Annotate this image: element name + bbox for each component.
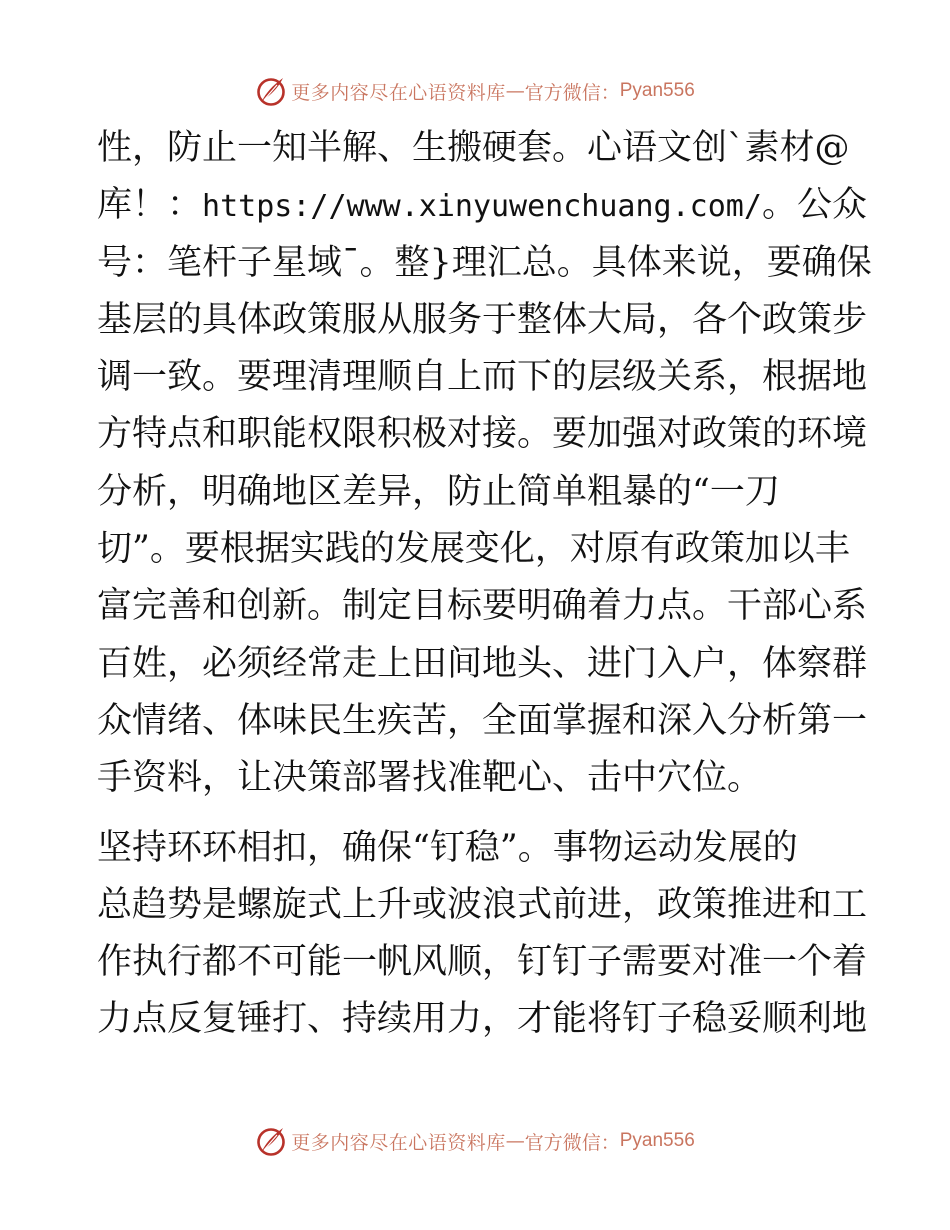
text-line: 性，防止一知半解、生搬硬套。心语文创`素材@ bbox=[97, 128, 850, 168]
text-line: 基层的具体政策服从服务于整体大局，各个政策步 bbox=[97, 299, 868, 340]
footer-banner bbox=[0, 1121, 950, 1161]
text-line: 作执行都不可能一帆风顺，钉钉子需要对准一个着 bbox=[97, 942, 868, 983]
text-line: 总趋势是螺旋式上升或波浪式前进，政策推进和工 bbox=[97, 884, 868, 925]
text-line: 百姓，必须经常走上田间地头、进门入户，体察群 bbox=[97, 643, 868, 684]
text-line: 号：笔杆子星域¯。整}理汇总。具体来说，要确保 bbox=[97, 242, 872, 283]
text-line: 切”。要根据实践的发展变化，对原有政策加以丰 bbox=[97, 529, 850, 570]
header-banner bbox=[0, 71, 950, 111]
wechat-label: 官方微信： bbox=[524, 1131, 620, 1154]
text-line: 手资料，让决策部署找准靶心、击中穴位。 bbox=[97, 758, 763, 799]
text-line: 分析，明确地区差异，防止简单粗暴的“一刀 bbox=[97, 471, 780, 512]
wechat-id: Pyan556 bbox=[619, 1130, 695, 1151]
banner-text: 更多内容尽在心语资料库 bbox=[291, 81, 506, 104]
text-line: 力点反复锤打、持续用力，才能将钉子稳妥顺利地 bbox=[97, 999, 868, 1040]
paragraph-gap bbox=[97, 808, 857, 820]
banner-separator: — bbox=[505, 1130, 525, 1152]
banner-text: 更多内容尽在心语资料库 bbox=[291, 1131, 506, 1154]
text-line: 调一致。要理清理顺自上而下的层级关系，根据地 bbox=[97, 357, 868, 398]
wechat-label: 官方微信： bbox=[524, 81, 620, 104]
text-span: 库！： bbox=[97, 185, 203, 226]
paragraph-2 bbox=[97, 820, 868, 1049]
wechat-id: Pyan556 bbox=[619, 80, 695, 101]
website-link[interactable]: https://www.xinyuwenchuang.com/ bbox=[202, 189, 762, 225]
banner-separator: — bbox=[505, 80, 525, 102]
paragraph-1 bbox=[97, 120, 872, 808]
quill-logo-icon bbox=[255, 75, 287, 107]
text-line: 富完善和创新。制定目标要明确着力点。干部心系 bbox=[97, 586, 868, 627]
quill-logo-icon bbox=[255, 1125, 287, 1157]
text-line: 众情绪、体味民生疾苦，全面掌握和深入分析第一 bbox=[97, 700, 868, 741]
text-span: 。公众 bbox=[761, 185, 867, 226]
text-line: 方特点和职能权限积极对接。要加强对政策的环境 bbox=[97, 414, 868, 455]
text-line bbox=[97, 177, 867, 234]
document-body bbox=[97, 120, 872, 1049]
text-line: 坚持环环相扣，确保“钉稳”。事物运动发展的 bbox=[97, 827, 798, 868]
